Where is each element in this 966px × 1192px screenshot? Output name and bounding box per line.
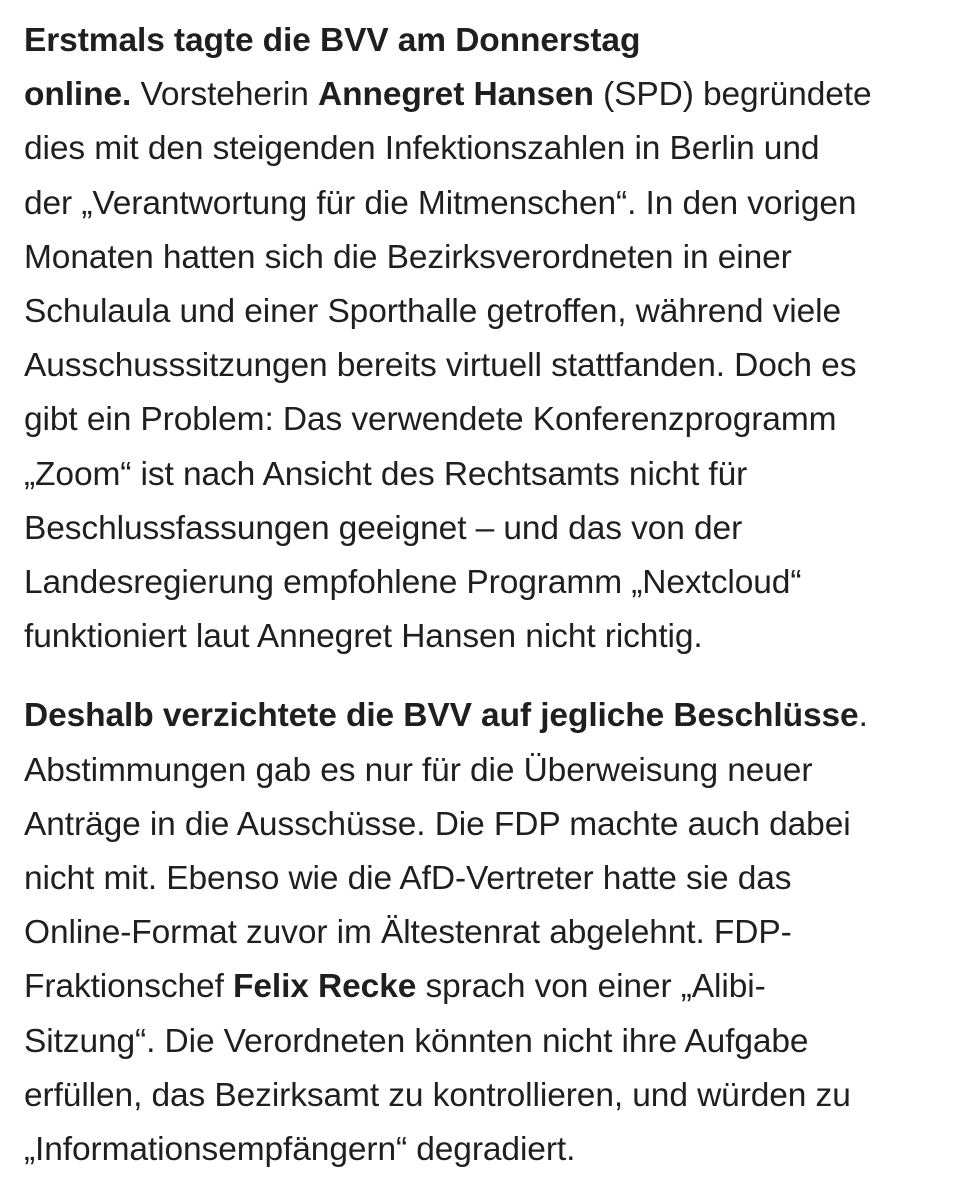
paragraph bbox=[24, 14, 949, 664]
body-text: Landesregierung empfohlene Programm „Nextcloud“ bbox=[24, 564, 802, 602]
body-text: . bbox=[858, 697, 868, 735]
body-text: sprach von einer „Alibi- bbox=[416, 968, 766, 1006]
article-body bbox=[24, 14, 949, 1177]
body-text: Sitzung“. Die Verordneten könnten nicht ihre Aufgabe bbox=[24, 1022, 809, 1060]
bold-text: Erstmals tagte die BVV am Donnerstag bbox=[24, 22, 641, 59]
body-text: funktioniert laut Annegret Hansen nicht richtig. bbox=[24, 618, 703, 656]
body-text: Online-Format zuvor im Ältestenrat abgelehnt. FDP- bbox=[24, 914, 792, 952]
body-text: Ausschusssitzungen bereits virtuell stattfanden. Doch es bbox=[24, 347, 857, 385]
bold-text: Annegret Hansen bbox=[318, 76, 594, 114]
paragraph bbox=[24, 689, 949, 1177]
body-text: erfüllen, das Bezirksamt zu kontrollieren, und würden zu bbox=[24, 1076, 851, 1114]
body-text: dies mit den steigenden Infektionszahlen in Berlin und bbox=[24, 130, 820, 168]
body-text: Anträge in die Ausschüsse. Die FDP machte auch dabei bbox=[24, 805, 851, 843]
body-text: Schulaula und einer Sporthalle getroffen, während viele bbox=[24, 293, 842, 331]
body-text: Monaten hatten sich die Bezirksverordneten in einer bbox=[24, 238, 792, 276]
body-text: Vorsteherin bbox=[131, 76, 319, 114]
body-text: Beschlussfassungen geeignet – und das von der bbox=[24, 509, 743, 547]
body-text: (SPD) begründete bbox=[593, 76, 872, 114]
body-text: Fraktionschef bbox=[24, 968, 233, 1006]
body-text: „Informationsempfängern“ degradiert. bbox=[24, 1131, 576, 1169]
bold-text: Deshalb verzichtete die BVV auf jegliche Beschlüsse bbox=[24, 697, 859, 735]
bold-text: Felix Recke bbox=[233, 968, 417, 1006]
body-text: gibt ein Problem: Das verwendete Konferenzprogramm bbox=[24, 401, 837, 439]
body-text: „Zoom“ ist nach Ansicht des Rechtsamts nicht für bbox=[24, 455, 748, 493]
bold-text: online. bbox=[24, 76, 132, 114]
body-text: der „Verantwortung für die Mitmenschen“. In den vorigen bbox=[24, 184, 857, 222]
body-text: nicht mit. Ebenso wie die AfD-Vertreter hatte sie das bbox=[24, 860, 792, 898]
body-text: Abstimmungen gab es nur für die Überweisung neuer bbox=[24, 751, 813, 789]
